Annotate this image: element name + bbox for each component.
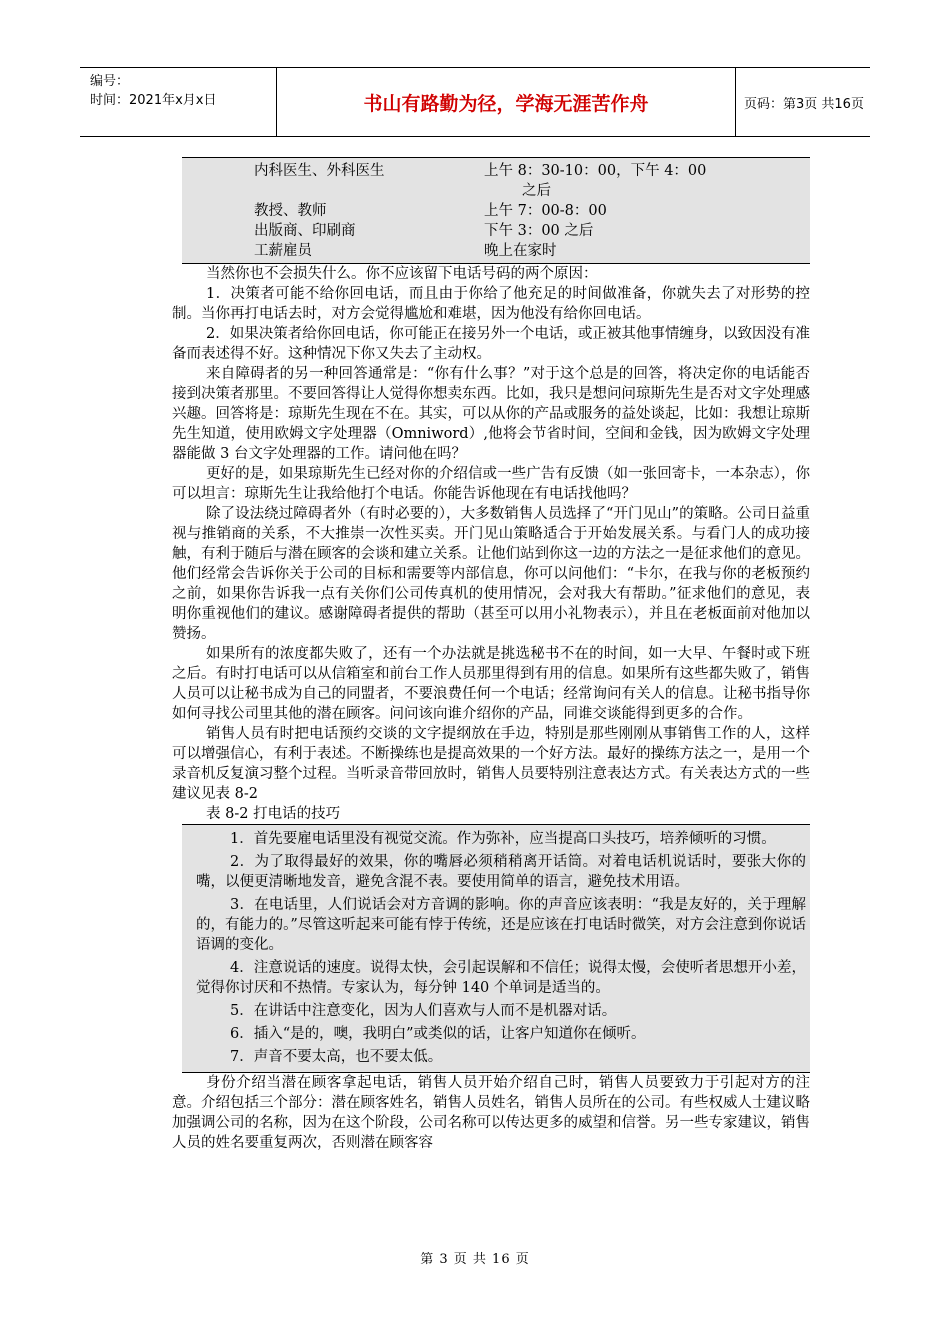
tip-item: 2．为了取得最好的效果，你的嘴唇必须稍稍离开话筒。对着电话机说话时，要张大你的嘴，以便更清晰地发音，避免含混不表。要使用简单的语言，避免技术用语。: [196, 854, 806, 890]
schedule-time: 上午 8：30-10：00，下午 4：00: [484, 163, 707, 179]
body-paragraph: 如果所有的浓度都失败了，还有一个办法就是挑选秘书不在的时间，如一大早、午餐时或下班之后。有时打电话可以从信箱室和前台工作人员那里得到有用的信息。如果所有这些都失败了，销售人员可以让秘书成为自己的同盟者，不要浪费任何一个电话；经常询问有关人的信息。让秘书指导你如何寻找公司里其他的潜在顾客。问问该向谁介绍你的产品，同谁交谈能得到更多的合作。: [172, 646, 810, 722]
page-footer: 第 3 页 共 16 页: [420, 1252, 530, 1267]
schedule-time-continued: 之后: [522, 183, 551, 199]
body-paragraph: 当然你也不会损失什么。你不应该留下电话号码的两个原因：: [206, 266, 598, 282]
tip-item: 4．注意说话的速度。说得太快，会引起误解和不信任；说得太慢，会使听者思想开小差，觉得你讨厌和不热情。专家认为，每分钟 140 个单词是适当的。: [196, 960, 806, 996]
schedule-row: [182, 241, 810, 261]
document-time-label: 时间：2021年x月x日: [90, 93, 217, 108]
body-paragraph: 来自障碍者的另一种回答通常是：“你有什么事？”对于这个总是的回答，将决定你的电话能否接到决策者那里。不要回答得让人觉得你想卖东西。比如，我只是想问问琼斯先生是否对文字处理感兴趣。回答将是：琼斯先生现在不在。其实，可以从你的产品或服务的益处谈起，比如：我想让琼斯先生知道，使用欧姆文字处理器（Omniword）,他将会节省时间，空间和金钱，因为欧姆文字处理器能做 3 台文字处理器的工作。请问他在吗？: [172, 366, 810, 462]
header-page-info: 页码：第3页 共16页: [744, 96, 864, 112]
header-motto: 书山有路勤为径，学海无涯苦作舟: [276, 68, 736, 136]
tip-item: 3．在电话里，人们说话会对方音调的影响。你的声音应该表明：“我是友好的，关于理解的，有能力的。”尽管这听起来可能有悖于传统，还是应该在打电话时微笑，对方会注意到你说话语调的变化。: [196, 897, 806, 953]
tips-table: [182, 824, 810, 1073]
schedule-table: [182, 157, 810, 264]
schedule-role: 内科医生、外科医生: [254, 163, 385, 179]
page-header: [80, 67, 870, 137]
header-meta: [80, 68, 276, 136]
body-paragraph: 1．决策者可能不给你回电话，而且由于你给了他充足的时间做准备，你就失去了对形势的控制。当你再打电话去时，对方会觉得尴尬和难堪，因为他没有给你回电话。: [172, 286, 810, 322]
schedule-time: 下午 3：00 之后: [484, 223, 594, 239]
document-body: [172, 157, 810, 1153]
body-paragraph: 除了设法绕过障碍者外（有时必要的），大多数销售人员选择了“开门见山”的策略。公司日益重视与推销商的关系，不大推崇一次性买卖。开门见山策略适合于开始发展关系。与看门人的成功接触，有利于随后与潜在顾客的会谈和建立关系。让他们站到你这一边的方法之一是征求他们的意见。他们经常会告诉你关于公司的目标和需要等内部信息，你可以问他们：“卡尔，在我与你的老板预约之前，如果你告诉我一点有关你们公司传真机的使用情况，会对我大有帮助。”征求他们的意见，表明你重视他们的建议。感谢障碍者提供的帮助（甚至可以用小礼物表示），并且在老板面前对他加以赞扬。: [172, 506, 810, 642]
document-number-label: 编号：: [90, 74, 130, 89]
schedule-time: 晚上在家时: [484, 243, 557, 259]
schedule-role: 教授、教师: [254, 203, 327, 219]
schedule-role: 出版商、印刷商: [254, 223, 356, 239]
tip-item: 5．在讲话中注意变化，因为人们喜欢与人而不是机器对话。: [230, 1003, 617, 1019]
body-paragraph: 2．如果决策者给你回电话，你可能正在接另外一个电话，或正被其他事情缠身，以致因没有准备而表述得不好。这种情况下你又失去了主动权。: [172, 326, 810, 362]
schedule-time: 上午 7：00-8：00: [484, 203, 607, 219]
schedule-row: [182, 221, 810, 241]
schedule-role: 工薪雇员: [254, 243, 312, 259]
tip-item: 7．声音不要太高，也不要太低。: [230, 1049, 443, 1065]
schedule-row: [182, 161, 810, 181]
tip-item: 6．插入“是的，噢，我明白”或类似的话，让客户知道你在倾听。: [230, 1026, 646, 1042]
body-paragraph: 更好的是，如果琼斯先生已经对你的介绍信或一些广告有反馈（如一张回寄卡，一本杂志），你可以坦言：琼斯先生让我给他打个电话。你能告诉他现在有电话找他吗？: [172, 466, 810, 502]
body-paragraph: 销售人员有时把电话预约交谈的文字提纲放在手边，特别是那些刚刚从事销售工作的人，这样可以增强信心，有利于表述。不断操练也是提高效果的一个好方法。最好的操练方法之一，是用一个录音机反复演习整个过程。当听录音带回放时，销售人员要特别注意表达方式。有关表达方式的一些建议见表 8-2: [172, 726, 810, 802]
tip-item: 1．首先要雇电话里没有视觉交流。作为弥补，应当提高口头技巧，培养倾听的习惯。: [230, 831, 776, 847]
closing-paragraph: 身份介绍当潜在顾客拿起电话，销售人员开始介绍自己时，销售人员要致力于引起对方的注意。介绍包括三个部分：潜在顾客姓名，销售人员姓名，销售人员所在的公司。有些权威人士建议略加强调公司的名称，因为在这个阶段，公司名称可以传达更多的威望和信誉。另一些专家建议，销售人员的姓名要重复两次，否则潜在顾客容: [172, 1075, 810, 1151]
schedule-row: [182, 201, 810, 221]
table-caption: 表 8-2 打电话的技巧: [206, 806, 341, 822]
